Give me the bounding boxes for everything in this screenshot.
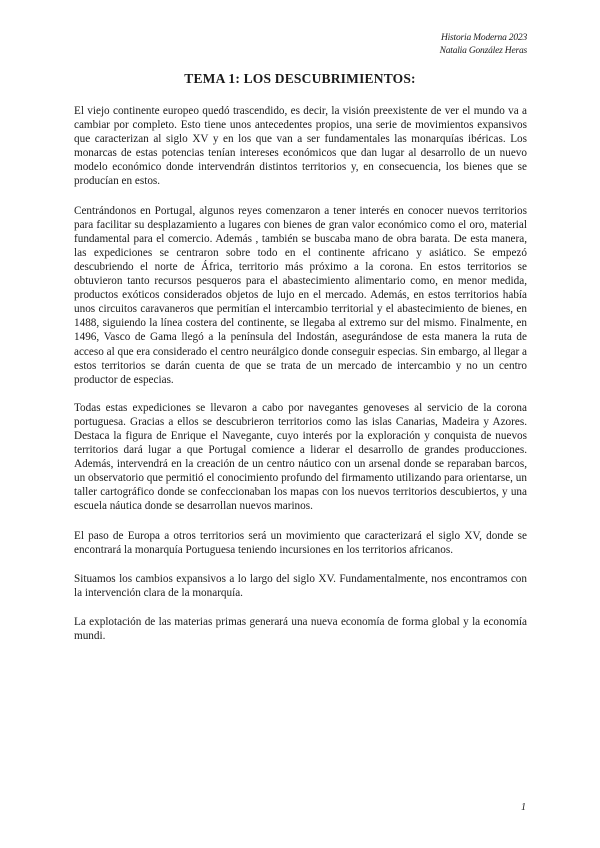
document-body <box>74 104 527 658</box>
paragraph-1: El viejo continente europeo quedó trascendido, es decir, la visión preexistente de ver el mundo va a cambiar por completo. Esto tiene unos antecedentes propios, una serie de movimientos expansivos que caracterizan al siglo XV y en los que van a ser fundamentales las monarquías ibéricas. Los monarcas de estas potencias tenían intereses económicos que dan lugar al desarrollo de un nuevo modelo económico donde intervendrán distintos territorios y, en consecuencia, los bienes que se producían en estos. <box>74 105 527 188</box>
page-number: 1 <box>521 802 526 813</box>
paragraph-6: La explotación de las materias primas generará una nueva economía de forma global y la economía mundi. <box>74 615 527 642</box>
header-author: Natalia González Heras <box>439 46 527 56</box>
paragraph-2: Centrándonos en Portugal, algunos reyes comenzaron a tener interés en conocer nuevos territorios para facilitar su desplazamiento a lugares con bienes de gran valor económico como el oro, material fundamental para el comercio. Además , también se buscaba mano de obra barata. De esta manera, las expediciones se centraron sobre todo en el continente africano y asiático. Se empezó descubriendo el norte de África, territorio más próximo a la corona. En estos territorios se obtuvieron tanto recursos pesqueros para el abastecimiento alimentario como, en menor medida, productos exóticos considerados objetos de lujo en el mercado. Además, en estos territorios había unos circuitos caravaneros que permitían el intercambio territorial y el abastecimiento de bienes, en 1488, siguiendo la línea costera del continente, se llegaba al extremo sur del mismo. Finalmente, en 1496, Vasco de Gama llegó a la península del Indostán, asegurándose de esta manera la ruta de acceso al que era considerado el centro neurálgico donde conseguir especias. Sin embargo, al llegar a estos territorios se darán cuenta de que se trata de un mercado de intercambio y no un centro productor de especias. <box>74 204 528 386</box>
paragraph-3: Todas estas expediciones se llevaron a cabo por navegantes genoveses al servicio de la corona portuguesa. Gracias a ellos se descubrieron territorios como las islas Canarias, Madeira y Azores. Destaca la figura de Enrique el Navegante, cuyo interés por la exploración y conquista de nuevos territorios dará lugar a que Portugal comience a liderar el desarrollo de grandes producciones. Además, intervendrá en la creación de un centro náutico con un arsenal donde se reparaban barcos, un observatorio que permitió el conocimiento profundo del firmamento utilizando para orientarse, un taller cartográfico donde se confeccionaban los mapas con los nuevos territorios descubiertos, y una escuela náutica donde se desarrollan nuevos marinos. <box>74 401 527 513</box>
document-title: TEMA 1: LOS DESCUBRIMIENTOS: <box>184 71 416 86</box>
page-header <box>440 32 527 58</box>
paragraph-4: El paso de Europa a otros territorios será un movimiento que caracterizará el siglo XV, donde se encontrará la monarquía Portuguesa teniendo incursiones en los territorios africanos. <box>74 529 527 556</box>
paragraph-5: Situamos los cambios expansivos a lo largo del siglo XV. Fundamentalmente, nos encontramos con la intervención clara de la monarquía. <box>74 572 527 599</box>
header-course: Historia Moderna 2023 <box>440 33 527 43</box>
